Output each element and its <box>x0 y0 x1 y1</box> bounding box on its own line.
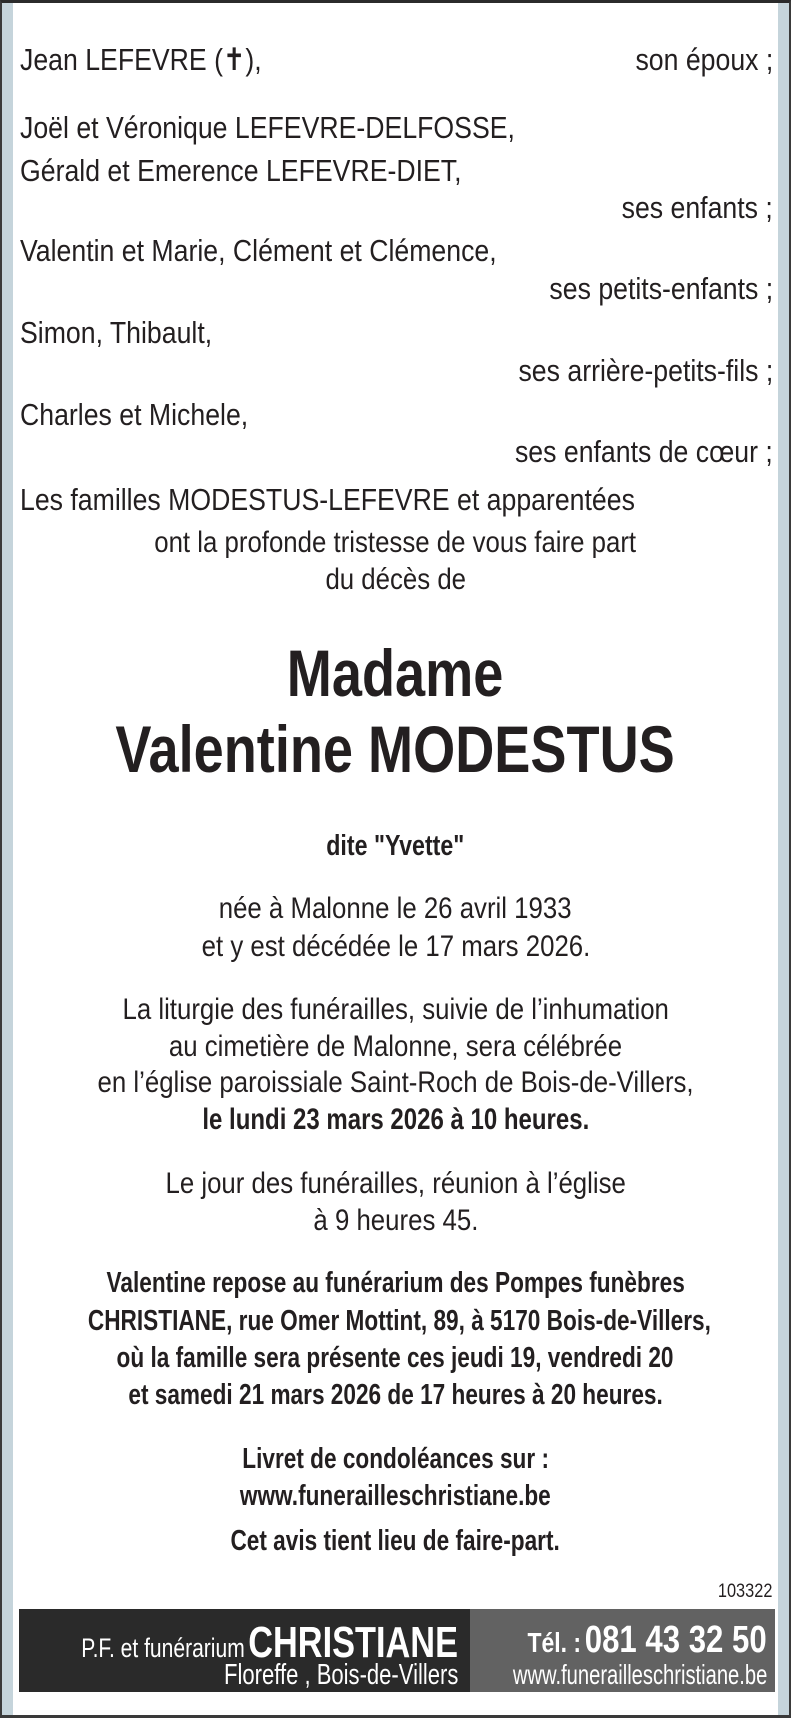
footer-contact-panel <box>470 1609 775 1692</box>
visitation-line-3: où la famille sera présente ces jeudi 19, vendredi 20 <box>117 1342 674 1374</box>
family-role-children: ses enfants ; <box>621 190 773 225</box>
family-role-spouse: son époux ; <box>635 42 773 77</box>
family-heart-children: Charles et Michele, <box>20 397 249 432</box>
family-role-heart-children: ses enfants de cœur ; <box>515 434 773 469</box>
family-related: Les familles MODESTUS-LEFEVRE et apparentées <box>20 482 635 517</box>
meeting-line-2: à 9 heures 45. <box>313 1204 478 1237</box>
visitation-line-2: CHRISTIANE, rue Omer Mottint, 89, à 5170 Bois-de-Villers, <box>87 1305 711 1337</box>
ceremony-line-1: La liturgie des funérailles, suivie de l’inhumation <box>122 993 669 1026</box>
notice-disclaimer: Cet avis tient lieu de faire-part. <box>230 1525 561 1557</box>
family-great-grandchildren: Simon, Thibault, <box>20 315 213 350</box>
announcement-line-2: du décès de <box>325 563 466 596</box>
deceased-title: Madame <box>287 636 504 710</box>
ceremony-line-3: en l’église paroissiale Saint-Roch de Bois-de-Villers, <box>97 1066 694 1099</box>
family-role-great-grandchildren: ses arrière-petits-fils ; <box>518 353 773 388</box>
footer-phone-label: Tél. : <box>527 1627 582 1658</box>
ceremony-date: le lundi 23 mars 2026 à 10 heures. <box>202 1103 589 1136</box>
family-child-2: Gérald et Emerence LEFEVRE-DIET, <box>20 153 462 188</box>
meeting-line-1: Le jour des funérailles, réunion à l’église <box>165 1167 626 1200</box>
family-spouse: Jean LEFEVRE (✝), <box>20 42 262 77</box>
family-child-1: Joël et Véronique LEFEVRE-DELFOSSE, <box>20 110 515 145</box>
footer-website[interactable]: www.funerailleschristiane.be <box>512 1659 767 1690</box>
reference-number: 103322 <box>717 1581 772 1602</box>
birth-line: née à Malonne le 26 avril 1933 <box>219 892 572 925</box>
condolences-link[interactable]: www.funerailleschristiane.be <box>240 1480 551 1512</box>
deceased-nickname: dite "Yvette" <box>326 830 465 862</box>
footer-prefix: P.F. et funérarium <box>81 1633 245 1663</box>
deceased-name: Valentine MODESTUS <box>115 712 676 786</box>
footer-locations: Floreffe , Bois-de-Villers <box>223 1659 458 1691</box>
footer-phone-line[interactable] <box>528 1621 767 1659</box>
condolences-label: Livret de condoléances sur : <box>242 1443 549 1475</box>
visitation-line-4: et samedi 21 mars 2026 de 17 heures à 20 heures. <box>128 1379 663 1411</box>
ceremony-line-2: au cimetière de Malonne, sera célébrée <box>168 1030 623 1063</box>
footer-brand: CHRISTIANE <box>248 1618 458 1667</box>
family-grandchildren: Valentin et Marie, Clément et Clémence, <box>20 233 497 268</box>
footer-phone[interactable]: 081 43 32 50 <box>585 1619 767 1661</box>
death-line: et y est décédée le 17 mars 2026. <box>201 930 590 963</box>
visitation-line-1: Valentine repose au funérarium des Pompes funèbres <box>106 1267 685 1299</box>
footer-brand-panel <box>19 1609 470 1692</box>
announcement-line-1: ont la profonde tristesse de vous faire part <box>154 526 637 559</box>
funeral-home-footer <box>19 1609 775 1692</box>
family-role-grandchildren: ses petits-enfants ; <box>549 271 773 306</box>
